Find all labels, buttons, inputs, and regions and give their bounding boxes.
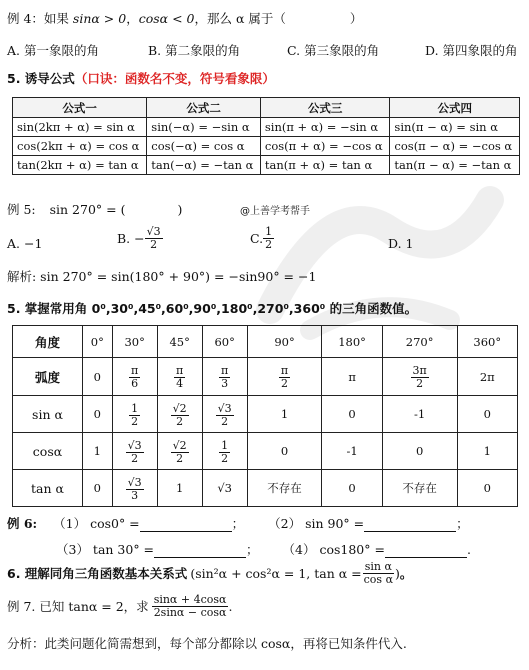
formula-header-3: 公式三 — [260, 98, 390, 118]
angle-row-radians — [13, 358, 518, 396]
radians-value: 0 — [93, 369, 101, 384]
formula-cell: sin(π + α) = −sin α — [260, 118, 390, 137]
tan-value-cell — [382, 470, 457, 507]
option-b-denominator: 2 — [150, 237, 158, 251]
sin-fraction — [171, 403, 189, 427]
section-5-mnemonic: （口诀：函数名不变，符号看象限） — [74, 71, 275, 86]
tan-value-cell — [157, 470, 202, 507]
answer-blank[interactable] — [154, 557, 246, 558]
cos-value: -1 — [346, 444, 358, 458]
sin-fraction — [216, 403, 234, 427]
formula-cell: sin(−α) = −sin α — [147, 118, 261, 137]
formula-header-1: 公式一 — [13, 98, 147, 118]
example-5-solution: 解析: sin 270° = sin(180° + 90°) = −sin90° = −1 — [7, 269, 317, 284]
sin-value-cell — [202, 396, 247, 433]
example-5-option-a: A. −1 — [7, 236, 43, 251]
option-c-numerator: 1 — [265, 225, 273, 238]
degree-cell: 30° — [112, 326, 157, 358]
sin-value: 1 — [280, 407, 289, 421]
cos-denominator: 2 — [221, 451, 229, 465]
example-7-denominator: 2sinα − cosα — [153, 605, 227, 619]
section-5-heading — [7, 69, 275, 87]
radians-numerator: π — [221, 364, 229, 378]
degree-cell: 270° — [382, 326, 457, 358]
formula-cell: tan(2kπ + α) = tan α — [13, 156, 147, 175]
degree-cell: 0° — [83, 326, 113, 358]
cos-value: 1 — [93, 444, 101, 458]
radians-value-cell — [83, 358, 113, 396]
radians-fraction — [219, 365, 230, 389]
answer-blank[interactable] — [385, 557, 467, 558]
sin-value-cell — [382, 396, 457, 433]
radians-value-cell — [202, 358, 247, 396]
formula-table-header — [13, 98, 520, 118]
formula-cell: tan(−α) = −tan α — [147, 156, 261, 175]
radians-numerator: π — [131, 364, 139, 378]
example-4-question — [7, 9, 362, 27]
option-c-denominator: 2 — [265, 237, 273, 251]
tan-value: 不存在 — [402, 481, 437, 495]
tan-value-cell — [322, 470, 382, 507]
example-6-q3: （3） tan 30° = — [56, 542, 155, 557]
tan-value: 1 — [175, 481, 184, 495]
cos-numerator: √3 — [127, 438, 142, 452]
radians-value-cell — [382, 358, 457, 396]
tan-value: √3 — [217, 481, 232, 495]
angle-row-cos — [13, 433, 518, 470]
sin-value-cell — [322, 396, 382, 433]
induction-formula-table — [12, 97, 520, 175]
cos-fraction — [171, 440, 189, 464]
sin-denominator: 2 — [221, 414, 229, 428]
cos-value-cell — [112, 433, 157, 470]
radians-value: π — [348, 369, 356, 384]
example-4-option-b: B. 第二象限的角 — [148, 43, 241, 58]
radians-numerator: π — [176, 364, 184, 378]
cos-value: 0 — [280, 444, 289, 458]
row-label-radian: 弧度 — [13, 358, 83, 396]
radians-fraction — [174, 365, 185, 389]
example-6-label: 例 6: — [7, 516, 38, 531]
example-5-option-d: D. 1 — [388, 236, 414, 251]
example-5-question — [7, 200, 182, 218]
formula-cell: sin(π − α) = sin α — [390, 118, 520, 137]
degree-cell: 60° — [202, 326, 247, 358]
sin-numerator: √2 — [172, 401, 187, 415]
formula-row — [13, 137, 520, 156]
example-4-option-c: C. 第三象限的角 — [287, 43, 380, 58]
radians-denominator: 4 — [176, 377, 184, 390]
section-5b-title: 5. 掌握常用角 0⁰,30⁰,45⁰,60⁰,90⁰,180⁰,270⁰,360⁰ 的三角函数值。 — [7, 301, 418, 316]
angle-row-tan — [13, 470, 518, 507]
cos-value-cell — [202, 433, 247, 470]
tan-denominator: 3 — [131, 488, 139, 502]
degree-cell: 180° — [322, 326, 382, 358]
tan-numerator: √3 — [127, 475, 142, 489]
answer-blank[interactable] — [364, 531, 456, 532]
cos-numerator: 1 — [221, 438, 229, 452]
formula-cell: cos(π + α) = −cos α — [260, 137, 390, 156]
sin-fraction — [129, 403, 140, 427]
example-6-q2: （2） sin 90° = — [268, 516, 365, 531]
tan-value-cell — [202, 470, 247, 507]
radians-numerator: π — [280, 364, 289, 378]
cos-fraction — [126, 440, 144, 464]
formula-cell: tan(π + α) = tan α — [260, 156, 390, 175]
row-label-sin: sin α — [13, 396, 83, 433]
tan-value-cell — [457, 470, 517, 507]
formula-cell: cos(−α) = cos α — [147, 137, 261, 156]
formula-cell: sin(2kπ + α) = sin α — [13, 118, 147, 137]
example-6-line-1 — [7, 514, 469, 532]
section-6-title: 6. 理解同角三角函数基本关系式 — [7, 566, 188, 582]
formula-header-4: 公式四 — [390, 98, 520, 118]
example-4-tail: ，那么 α 属于（ — [194, 11, 286, 26]
row-label-cos: cosα — [13, 433, 83, 470]
sin-value-cell — [247, 396, 322, 433]
radians-value: 2π — [479, 369, 495, 384]
option-b-numerator: √3 — [146, 225, 161, 238]
semicolon: ； — [456, 516, 469, 531]
example-5-option-b — [117, 226, 163, 250]
example-5-label: 例 5: — [7, 202, 36, 217]
cos-value-cell — [157, 433, 202, 470]
formula-cell: tan(π − α) = −tan α — [390, 156, 520, 175]
cos-value-cell — [322, 433, 382, 470]
sin-value: 0 — [348, 407, 356, 421]
radians-value-cell — [457, 358, 517, 396]
sin-value-cell — [157, 396, 202, 433]
angle-row-sin — [13, 396, 518, 433]
example-6-line-2 — [56, 540, 471, 558]
radians-numerator: 3π — [412, 364, 427, 378]
radians-value-cell — [322, 358, 382, 396]
sin-numerator: 1 — [131, 401, 139, 415]
example-4-separator: ， — [126, 11, 139, 26]
radians-denominator: 3 — [221, 377, 229, 390]
example-4-condition-2: cosα < 0 — [138, 11, 195, 26]
section-6-formula-close: ) — [395, 565, 400, 581]
tan-fraction — [126, 477, 144, 501]
answer-blank[interactable] — [140, 531, 232, 532]
example-7-question — [7, 594, 232, 618]
radians-value-cell — [247, 358, 322, 396]
example-6-q1: （1） cos0° = — [53, 516, 140, 531]
example-4-prefix: 例 4：如果 — [7, 11, 69, 26]
cos-value: 1 — [483, 444, 491, 458]
section-6-end: 。 — [399, 566, 413, 582]
option-b-prefix: B. − — [117, 230, 145, 246]
degree-cell: 45° — [157, 326, 202, 358]
cos-value-cell — [457, 433, 517, 470]
degree-cell: 360° — [457, 326, 517, 358]
radians-denominator: 6 — [131, 377, 139, 390]
section-5-title: 5. 诱导公式 — [7, 71, 75, 86]
semicolon: ； — [246, 542, 259, 557]
semicolon: ； — [231, 516, 245, 531]
tan-value: 0 — [348, 481, 356, 495]
tan-value-cell — [247, 470, 322, 507]
example-5-text: sin 270° = ( — [49, 202, 126, 217]
radians-fraction — [411, 365, 429, 389]
sin-value: 0 — [483, 407, 491, 421]
cos-value-cell — [247, 433, 322, 470]
row-label-tan: tan α — [13, 470, 83, 507]
formula-header-2: 公式二 — [147, 98, 261, 118]
example-4-condition-1: sinα > 0 — [72, 11, 127, 26]
example-7-end: . — [228, 598, 233, 614]
sin-value-cell — [112, 396, 157, 433]
sin-numerator: √3 — [217, 401, 232, 415]
section-6-formula-part: (sin²α + cos²α = 1, tan α = — [190, 565, 362, 581]
sin-value-cell — [457, 396, 517, 433]
formula-cell: cos(π − α) = −cos α — [390, 137, 520, 156]
special-angle-table — [12, 325, 518, 507]
example-4-option-a: A. 第一象限的角 — [7, 43, 99, 58]
example-4-option-d: D. 第四象限的角 — [425, 43, 518, 58]
formula-cell: cos(2kπ + α) = cos α — [13, 137, 147, 156]
section-6-denominator: cos α — [363, 572, 393, 586]
radians-denominator: 2 — [416, 377, 424, 390]
example-5-close: ) — [177, 202, 183, 217]
section-6-numerator: sin α — [364, 560, 392, 573]
angle-row-degrees — [13, 326, 518, 358]
example-5-option-c — [250, 226, 274, 250]
tan-value: 0 — [93, 481, 101, 495]
radians-fraction — [129, 365, 140, 389]
source-watermark-text: @上善学考帮手 — [240, 206, 310, 217]
watermark-brush-mark — [250, 170, 510, 350]
analysis-text: 分析：此类问题化简需想到，每个部分都除以 cosα，再将已知条件代入. — [7, 636, 407, 651]
period: . — [466, 542, 471, 557]
sin-value-cell — [83, 396, 113, 433]
cos-denominator: 2 — [131, 451, 139, 465]
sin-value: -1 — [414, 407, 426, 421]
radians-fraction — [279, 365, 290, 389]
sin-denominator: 2 — [176, 414, 184, 428]
example-6-q4: （4） cos180° = — [282, 542, 385, 557]
section-6-heading — [7, 561, 412, 585]
cos-value-cell — [83, 433, 113, 470]
cos-value: 0 — [415, 444, 424, 458]
example-7-prefix: 例 7. 已知 tanα = 2，求 — [7, 599, 149, 615]
row-label-degree: 角度 — [13, 326, 83, 358]
cos-numerator: √2 — [172, 438, 187, 452]
degree-cell: 90° — [247, 326, 322, 358]
tan-value-cell — [83, 470, 113, 507]
radians-value-cell — [157, 358, 202, 396]
sin-value: 0 — [93, 407, 101, 421]
sin-denominator: 2 — [131, 414, 139, 428]
cos-value-cell — [382, 433, 457, 470]
cos-fraction — [219, 440, 230, 464]
example-4-close: ） — [349, 11, 363, 26]
formula-row — [13, 118, 520, 137]
cos-denominator: 2 — [176, 451, 184, 465]
radians-value-cell — [112, 358, 157, 396]
formula-row — [13, 156, 520, 175]
tan-value: 不存在 — [267, 481, 302, 495]
option-c-prefix: C. — [250, 230, 264, 246]
example-7-numerator: sinα + 4cosα — [153, 593, 227, 606]
tan-value: 0 — [483, 481, 491, 495]
radians-denominator: 2 — [281, 377, 289, 390]
tan-value-cell — [112, 470, 157, 507]
